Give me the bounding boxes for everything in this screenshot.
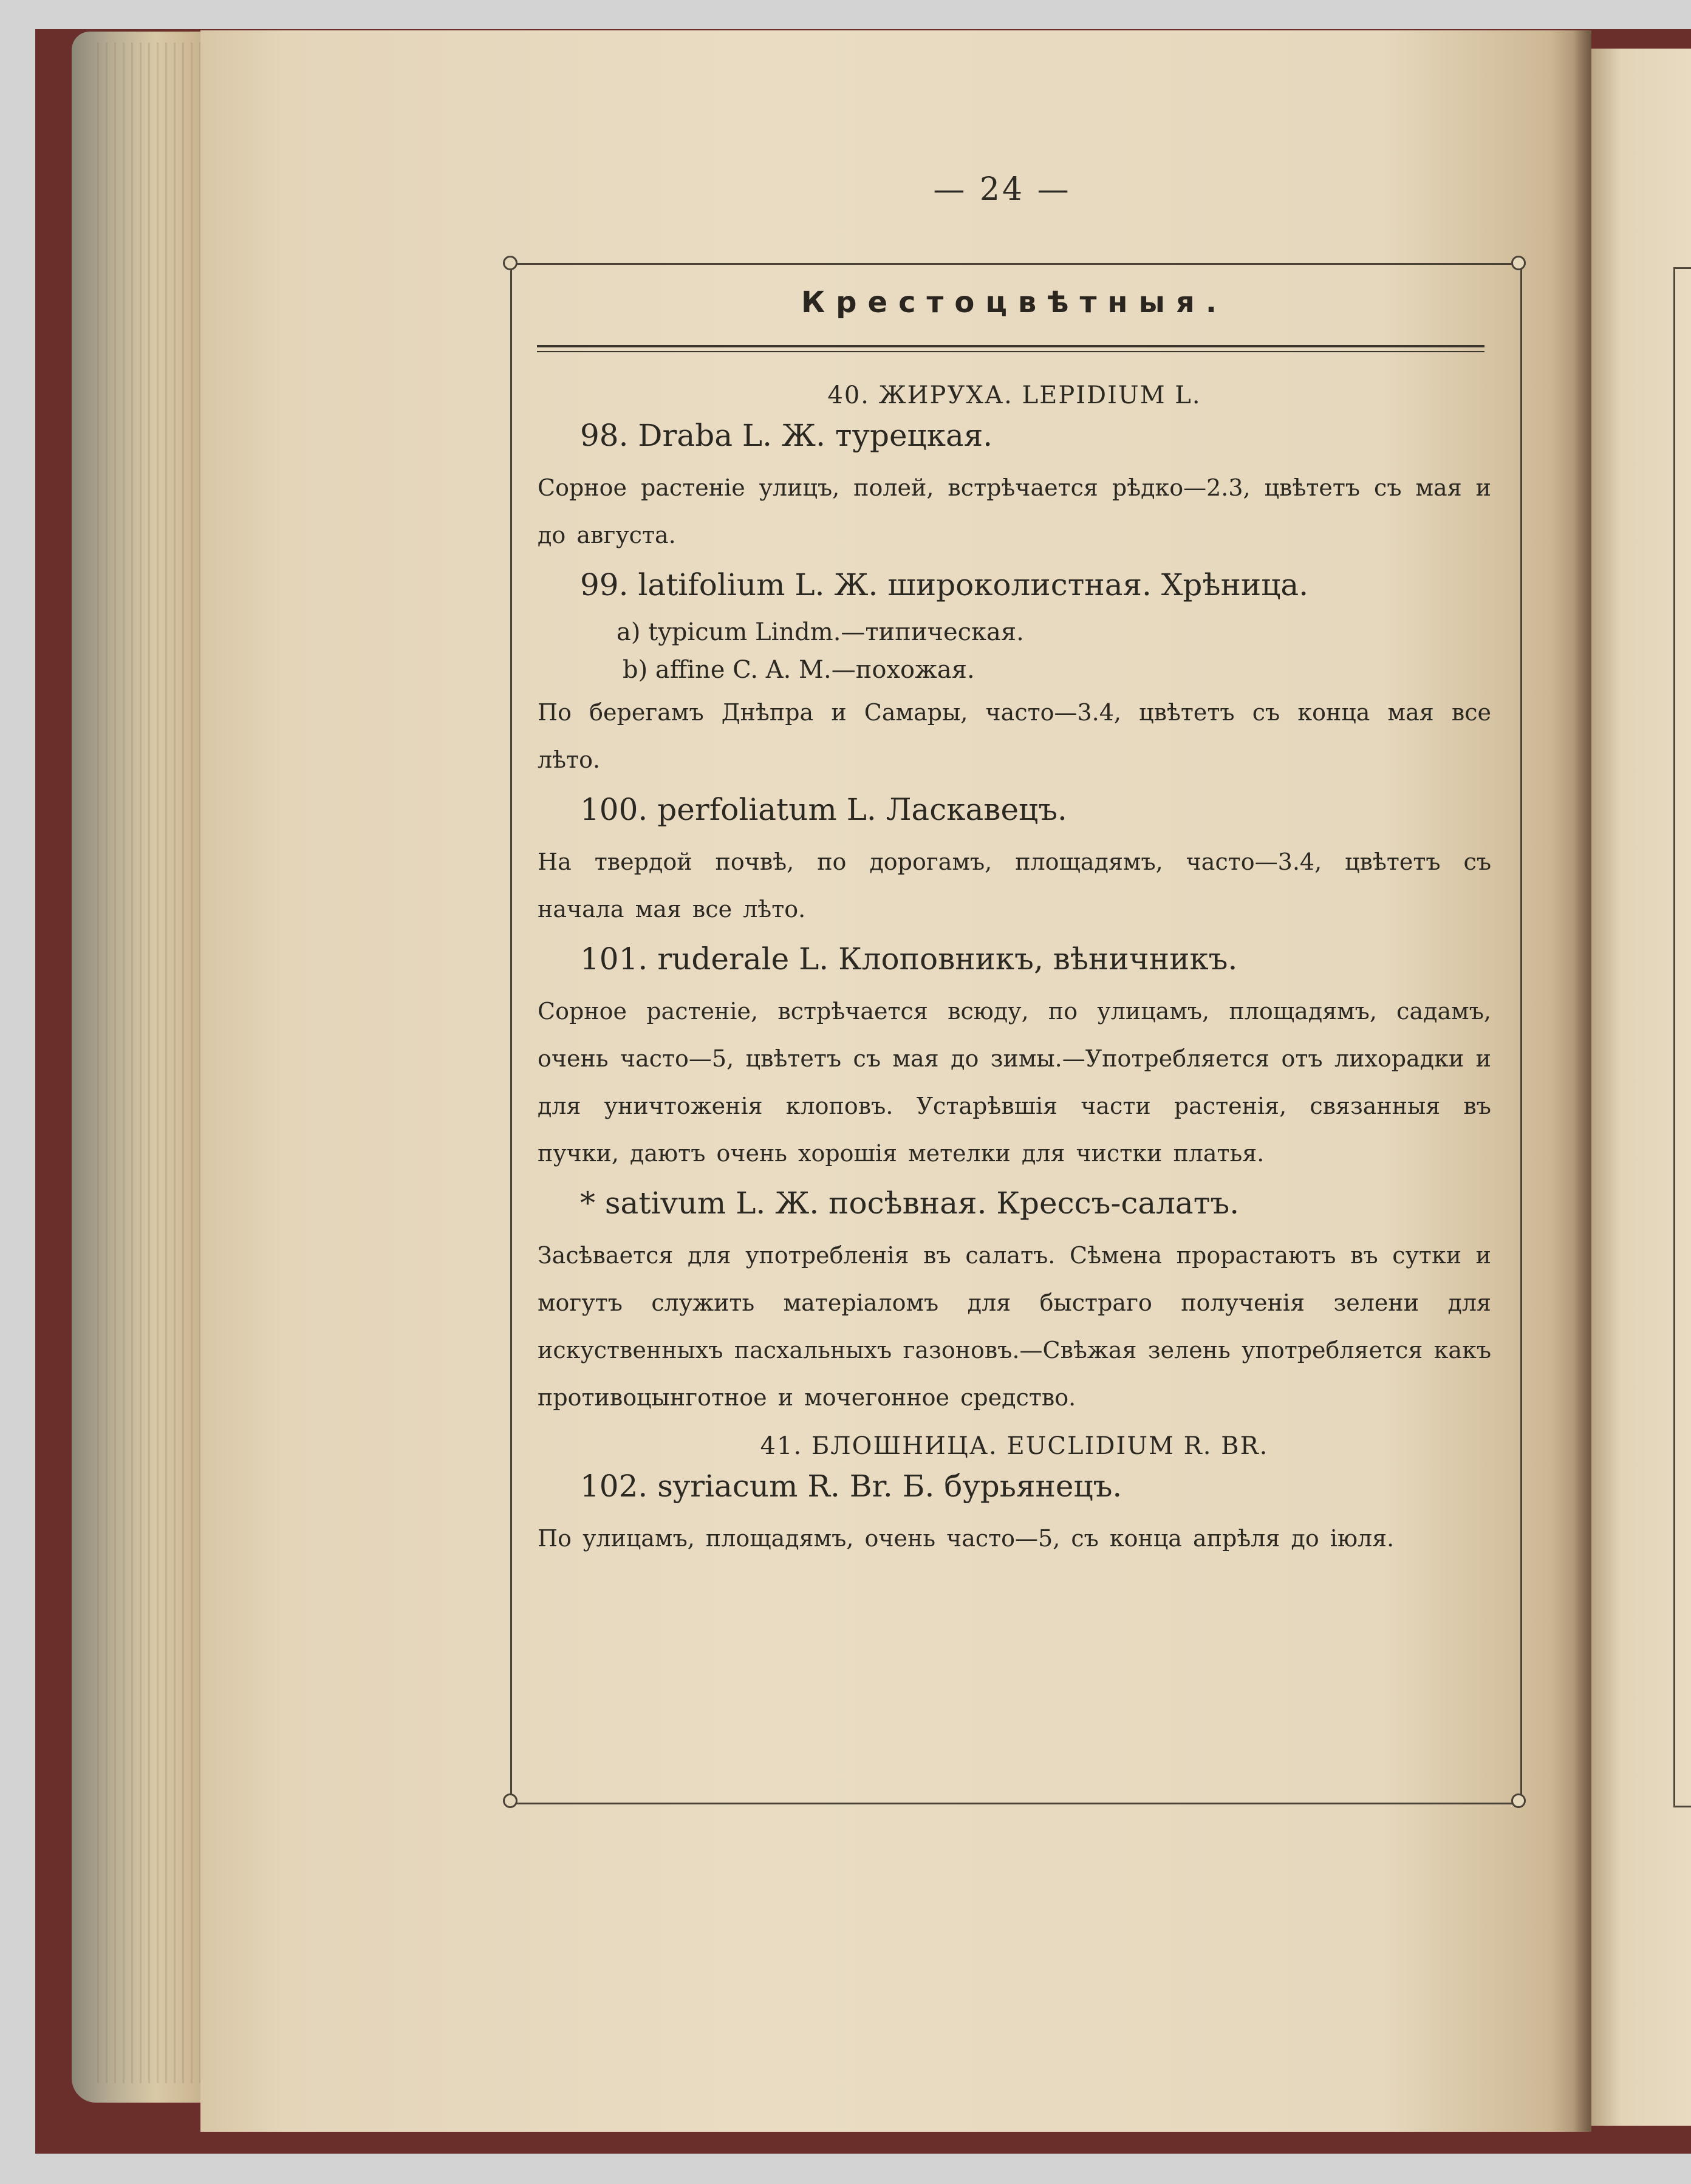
text-body	[538, 370, 1491, 1562]
header-rule-thin	[537, 351, 1484, 352]
description-paragraph: Сорное растеніе улицъ, полей, встрѣчается рѣдко—2.3, цвѣтетъ съ мая и до августа.	[538, 474, 1491, 548]
species-heading: 100. perfoliatum L. Ласкавецъ.	[580, 792, 1067, 827]
description-paragraph: По улицамъ, площадямъ, очень часто—5, съ конца апрѣля до іюля.	[538, 1525, 1395, 1552]
header-rule-thick	[537, 345, 1484, 347]
right-page-frame	[1673, 267, 1691, 1807]
variety-line: a) typicum Lindm.—типическая.	[617, 618, 1024, 646]
frame-corner-ornament	[503, 1793, 518, 1808]
genus-heading: 41. БЛОШНИЦА. EUCLIDIUM R. BR.	[760, 1432, 1269, 1460]
page-block-strips	[97, 43, 213, 2083]
page-number: — 24 —	[933, 171, 1071, 208]
frame-corner-ornament	[1511, 1793, 1526, 1808]
species-heading: * sativum L. Ж. посѣвная. Крессъ-салатъ.	[580, 1186, 1240, 1221]
section-title: Крестоцвѣтныя.	[801, 285, 1228, 319]
variety-line: b) affine C. A. M.—похожая.	[623, 656, 975, 684]
species-heading: 99. latifolium L. Ж. широколистная. Хрѣница.	[580, 567, 1309, 602]
book-gutter	[1573, 30, 1591, 2132]
description-paragraph: По берегамъ Днѣпра и Самары, часто—3.4, цвѣтетъ съ конца мая все лѣто.	[538, 699, 1491, 773]
species-heading: 102. syriacum R. Br. Б. бурьянецъ.	[580, 1469, 1122, 1504]
description-paragraph: Засѣвается для употребленія въ салатъ. Сѣмена прорастаютъ въ сутки и могутъ служить матеріаломъ для быстраго полученія зелени для искуственныхъ пасхальныхъ газоновъ.—Свѣжая зелень употребляется какъ противоцынготное и мочегонное средство.	[538, 1242, 1491, 1411]
species-heading: 101. ruderale L. Клоповникъ, вѣничникъ.	[580, 941, 1238, 977]
description-paragraph: На твердой почвѣ, по дорогамъ, площадямъ, часто—3.4, цвѣтетъ съ начала мая все лѣто.	[538, 848, 1491, 923]
species-heading: 98. Draba L. Ж. турецкая.	[580, 418, 993, 453]
description-paragraph: Сорное растеніе, встрѣчается всюду, по улицамъ, площадямъ, садамъ, очень часто—5, цвѣтетъ съ мая до зимы.—Употребляется отъ лихорадки и для уничтоженія клоповъ. Устарѣвшія части растенія, связанныя въ пучки, даютъ очень хорошія метелки для чистки платья.	[538, 998, 1491, 1167]
genus-heading: 40. ЖИРУХА. LEPIDIUM L.	[827, 381, 1201, 409]
frame-corner-ornament	[1511, 256, 1526, 270]
frame-corner-ornament	[503, 256, 518, 270]
